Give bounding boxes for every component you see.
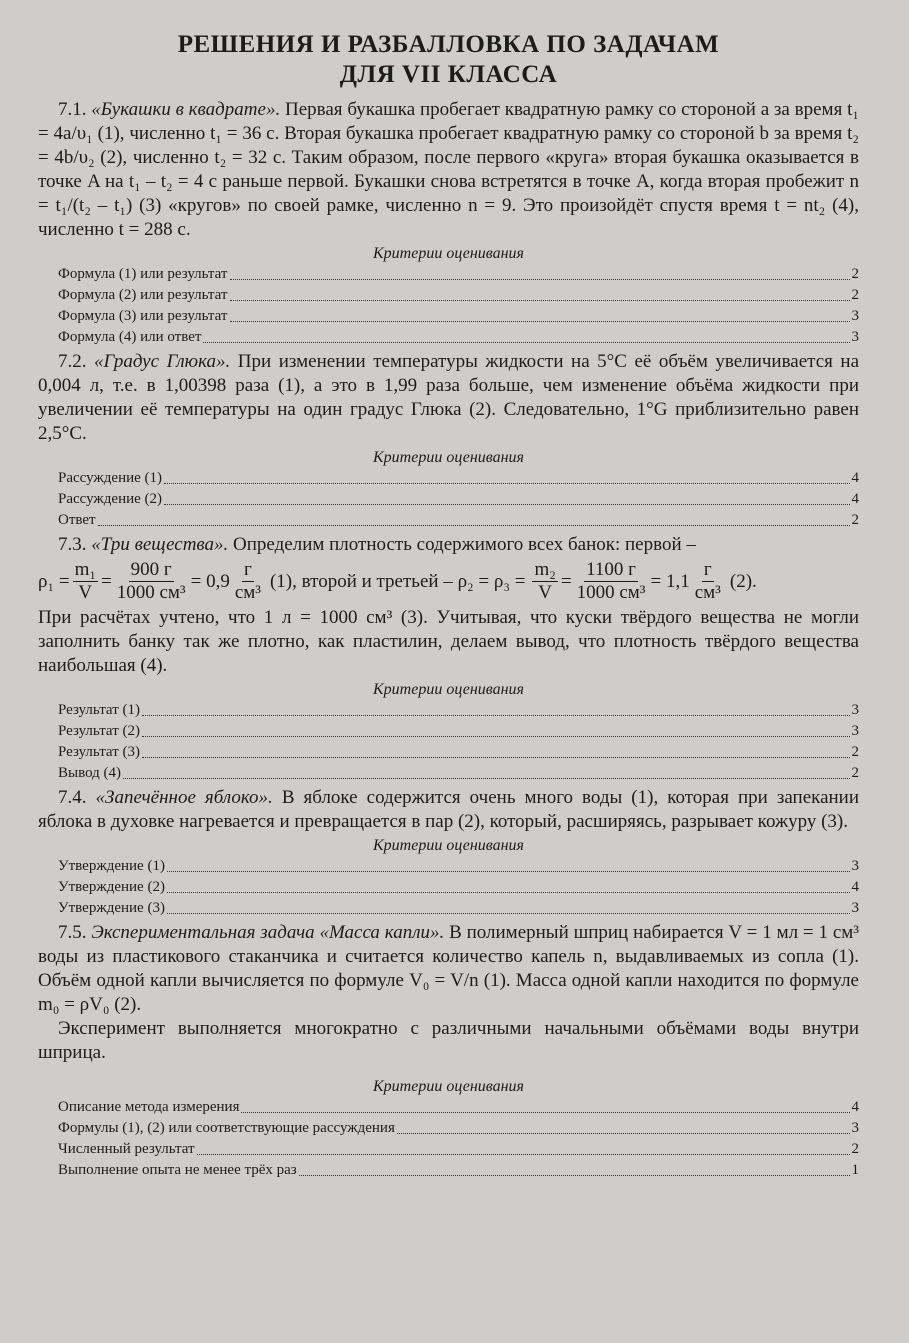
criterion-label: Результат (2)	[58, 723, 140, 739]
criterion-label: Вывод (4)	[58, 765, 122, 781]
criterion-row	[58, 742, 859, 763]
problem-number: 7.2.	[58, 351, 87, 372]
criterion-row	[58, 898, 859, 919]
criterion-row	[58, 327, 859, 348]
dot-leader	[123, 778, 849, 779]
fraction-numerator: г	[244, 559, 252, 580]
criterion-label: Формула (3) или результат	[58, 308, 228, 324]
dot-leader	[142, 715, 850, 716]
criterion-label: Выполнение опыта не менее трёх раз	[58, 1162, 297, 1178]
criterion-points: 2	[851, 765, 859, 781]
fraction	[575, 559, 648, 604]
solution-text: Первая букашка пробегает квадратную рамку со стороной a за время t₁ = 4a/υ₁ (1), численно t₁ = 36 с. Вторая букашка пробегает квадратную рамку со стороной b за время t₂ = 4b/υ₂ (2), численно t₂ = 32 с. Таким образом, после первого «круга» вторая букашка оказывается в точке A на t₁ – t₂ = 4 с раньше первой. Букашки снова встретятся в точке A, когда вторая пробежит n = t₁/(t₂ – t₁) (3) «кругов» по своей рамке, численно n = 9. Это произойдёт спустя время t = nt₂ (4), численно t = 288 с.	[38, 99, 860, 240]
criterion-label: Утверждение (3)	[58, 900, 165, 916]
problem-number: 7.3.	[58, 534, 87, 555]
criterion-row	[58, 489, 859, 510]
criterion-label: Формулы (1), (2) или соответствующие рассуждения	[58, 1120, 395, 1136]
criterion-points: 2	[851, 266, 859, 282]
fraction-denominator: V	[78, 582, 93, 603]
solution-text: При изменении температуры жидкости на 5°C её объём увеличивается на 0,004 л, т.е. в 1,00398 раза (1), а это в 1,99 раза больше, чем изменение объёма жидкости при увеличении её температуры на один градус Глюка (2). Следовательно, 1°G приблизительно равен 2,5°C.	[38, 351, 860, 444]
unit-fraction	[233, 559, 263, 604]
problem-number: 7.5.	[58, 922, 87, 943]
dot-leader	[197, 1154, 850, 1155]
criteria-heading: Критерии оценивания	[373, 837, 524, 854]
fraction	[532, 559, 557, 604]
criterion-points: 2	[851, 287, 859, 303]
fraction-denominator: V	[538, 582, 553, 603]
formula-middle-text: (1), второй и третьей – ρ₂ = ρ₃ =	[269, 570, 526, 592]
fraction-numerator: г	[703, 559, 712, 580]
criterion-row	[58, 763, 859, 784]
criterion-row	[58, 1139, 859, 1160]
criterion-row	[58, 877, 859, 898]
fraction-denominator: 1000 см³	[576, 582, 646, 603]
criterion-points: 3	[851, 308, 859, 324]
fraction-denominator: см³	[694, 582, 721, 603]
fraction-numerator: 1100 г	[586, 559, 636, 580]
problem-number: 7.1.	[58, 99, 87, 120]
criterion-points: 4	[851, 491, 859, 507]
criterion-row	[58, 856, 859, 877]
density-formula: ρ₁ = $\frac{\text{m₁}}{V}$ = $\frac{900 г}{\text{1000 см³}}$ = 0,9 $\frac{г}{\text{см³}}$ (1), второй и третьей – ρ₂ = ρ₃ = $\frac{\text{m₂}}{V}$ = $\frac{1100 г}{\text{1000 см³}}$ = 1,1 $\frac{г}{\text{см³}}$ (2).	[38, 559, 757, 603]
criteria-heading: Критерии оценивания	[373, 245, 524, 262]
criterion-label: Ответ	[58, 512, 96, 528]
criterion-row	[58, 1097, 859, 1118]
problem-7-2	[38, 350, 859, 531]
value-2: = 1,1	[650, 570, 690, 592]
criterion-points: 4	[851, 879, 859, 895]
problem-7-1	[38, 98, 859, 348]
dot-leader	[98, 525, 850, 526]
problem-name: «Запечённое яблоко».	[95, 787, 273, 808]
criterion-points: 4	[851, 470, 859, 486]
problem-text	[38, 533, 859, 557]
criteria-heading: Критерии оценивания	[373, 1078, 524, 1095]
problem-name: Экспериментальная задача «Масса капли».	[91, 922, 445, 943]
criteria-list	[58, 700, 859, 784]
problem-text	[38, 786, 859, 834]
title-line-2: ДЛЯ VII КЛАССА	[339, 61, 558, 88]
criterion-row	[58, 1118, 859, 1139]
criterion-points: 2	[851, 1141, 859, 1157]
dot-leader	[230, 279, 850, 280]
dot-leader	[230, 321, 850, 322]
criterion-label: Рассуждение (2)	[58, 491, 163, 507]
dot-leader	[164, 504, 849, 505]
problem-7-4	[38, 786, 859, 919]
fraction	[115, 559, 188, 604]
dot-leader	[167, 913, 850, 914]
criteria-heading: Критерии оценивания	[373, 449, 524, 466]
problem-name: «Три вещества».	[91, 534, 229, 555]
unit-fraction	[693, 559, 723, 604]
criterion-points: 3	[851, 702, 859, 718]
criterion-points: 4	[851, 1099, 859, 1115]
criterion-points: 3	[851, 1120, 859, 1136]
solution-text: В яблоке содержится очень много воды (1), которая при запекании яблока в духовке нагревается и превращается в пар (2), который, расширяясь, разрывает кожуру (3).	[38, 787, 860, 832]
criterion-row	[58, 510, 859, 531]
fraction-denominator: 1000 см³	[116, 582, 186, 603]
criteria-heading: Критерии оценивания	[373, 681, 524, 698]
solution-text: В полимерный шприц набирается V = 1 мл = 1 см³ воды из пластикового стаканчика и считается количество капель n, выдавливаемых из сопла (1). Объём одной капли вычисляется по формуле V₀ = V/n (1). Масса одной капли находится по формуле m₀ = ρV₀ (2).	[38, 922, 860, 1015]
dot-leader	[241, 1112, 849, 1113]
dot-leader	[230, 300, 850, 301]
criterion-row	[58, 306, 859, 327]
formula-end: (2).	[729, 570, 757, 592]
dot-leader	[397, 1133, 850, 1134]
criterion-label: Описание метода измерения	[58, 1099, 240, 1115]
fraction-numerator: 900 г	[130, 559, 172, 580]
criterion-row	[58, 1160, 859, 1181]
fraction	[73, 559, 98, 604]
criteria-list	[58, 1097, 859, 1181]
fraction-numerator: m₁	[74, 559, 96, 580]
criteria-list	[58, 856, 859, 919]
value-1: = 0,9	[190, 570, 230, 592]
solution-text-2: При расчётах учтено, что 1 л = 1000 см³ (3). Учитывая, что куски твёрдого вещества не могли заполнить банку так же плотно, как пластилин, делаем вывод, что плотность твёрдого вещества наибольшая (4).	[38, 607, 859, 676]
criterion-points: 1	[851, 1162, 859, 1178]
problem-text	[38, 350, 859, 446]
criterion-label: Результат (3)	[58, 744, 140, 760]
criteria-list	[58, 468, 859, 531]
fraction-denominator: см³	[234, 582, 261, 603]
problem-number: 7.4.	[58, 787, 87, 808]
solution-text-2: Эксперимент выполняется многократно с различными начальными объёмами воды внутри шприца.	[38, 1018, 859, 1063]
dot-leader	[142, 736, 850, 737]
criterion-points: 3	[851, 723, 859, 739]
criterion-label: Формула (2) или результат	[58, 287, 228, 303]
dot-leader	[167, 871, 850, 872]
criterion-label: Численный результат	[58, 1141, 195, 1157]
problem-text	[38, 98, 859, 242]
problem-text	[38, 921, 859, 1017]
dot-leader	[203, 342, 849, 343]
criterion-row	[58, 285, 859, 306]
criterion-points: 2	[851, 744, 859, 760]
criterion-row	[58, 468, 859, 489]
dot-leader	[167, 892, 850, 893]
solution-text: Определим плотность содержимого всех банок: первой –	[233, 534, 696, 555]
criterion-label: Формула (1) или результат	[58, 266, 228, 282]
criterion-label: Утверждение (1)	[58, 858, 165, 874]
criterion-row	[58, 264, 859, 285]
criteria-list	[58, 264, 859, 348]
criterion-points: 3	[851, 329, 859, 345]
criterion-row	[58, 700, 859, 721]
criterion-label: Утверждение (2)	[58, 879, 165, 895]
title-line-1: РЕШЕНИЯ И РАЗБАЛЛОВКА ПО ЗАДАЧАМ	[177, 31, 720, 58]
problem-7-5	[38, 921, 859, 1181]
dot-leader	[299, 1175, 850, 1176]
dot-leader	[142, 757, 850, 758]
rho1-label: ρ₁ =	[38, 570, 70, 592]
fraction-numerator: m₂	[534, 559, 556, 580]
page-title	[38, 30, 859, 90]
criterion-label: Формула (4) или ответ	[58, 329, 202, 345]
criterion-points: 3	[851, 858, 859, 874]
dot-leader	[164, 483, 849, 484]
criterion-label: Рассуждение (1)	[58, 470, 163, 486]
criterion-points: 2	[851, 512, 859, 528]
criterion-points: 3	[851, 900, 859, 916]
criterion-row	[58, 721, 859, 742]
criterion-label: Результат (1)	[58, 702, 140, 718]
problem-name: «Градус Глюка».	[94, 351, 231, 372]
problem-7-3	[38, 533, 859, 784]
problem-name: «Букашки в квадрате».	[91, 99, 281, 120]
